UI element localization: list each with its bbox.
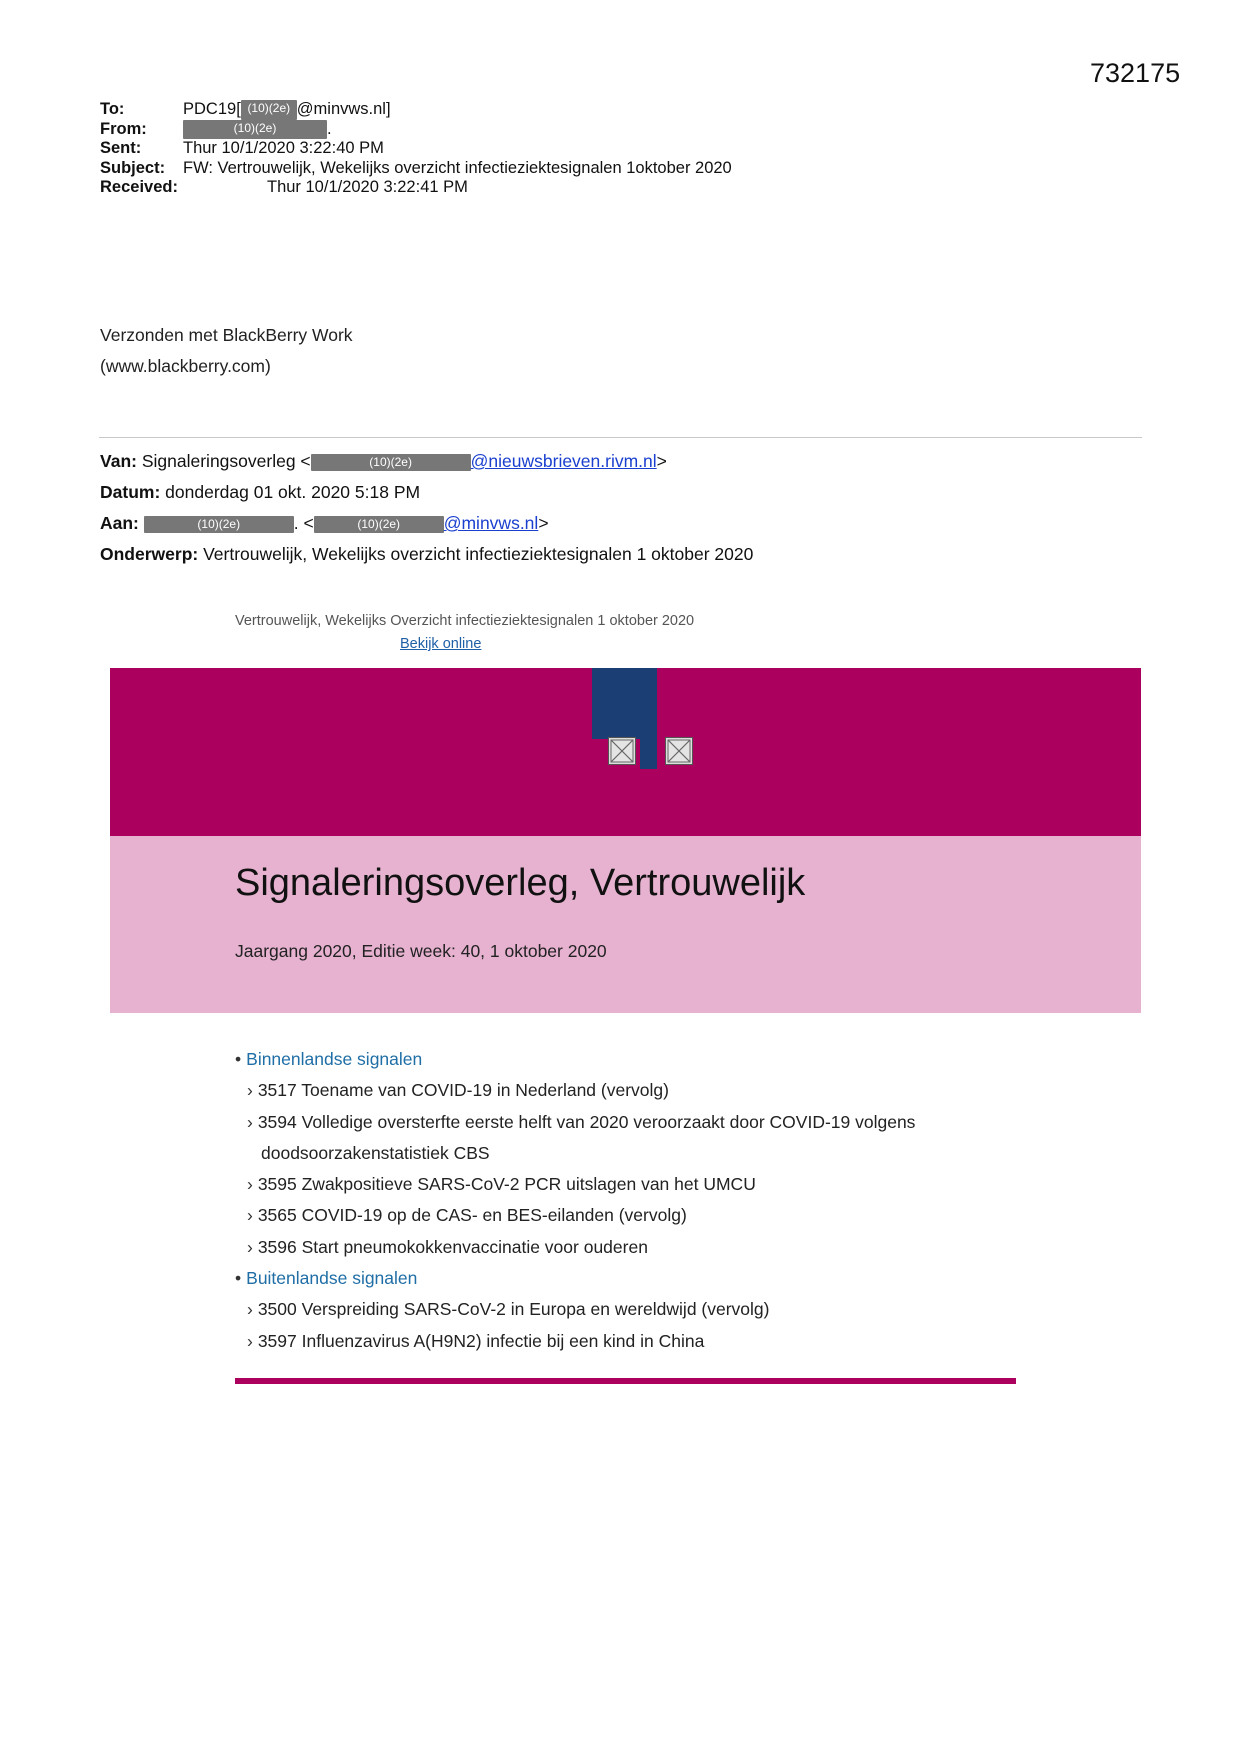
datum-value: donderdag 01 okt. 2020 5:18 PM [165,482,421,502]
van-close: > [656,451,667,471]
aan-close: > [538,513,549,533]
from-suffix: . [327,119,332,138]
to-prefix: PDC19[ [183,100,241,118]
subject-row [100,159,732,179]
logo-ribbon-tail [640,739,657,769]
van-label: Van: [100,451,137,471]
section-heading[interactable]: • Buitenlandse signalen [235,1268,418,1289]
logo-ribbon [592,668,657,739]
to-row [100,100,732,120]
datum-row [100,477,753,508]
list-item[interactable]: › 3517 Toename van COVID-19 in Nederland (vervolg) [247,1080,669,1101]
van-name: Signaleringsoverleg < [141,451,311,471]
to-label: To: [100,100,125,118]
preview-text: Vertrouwelijk, Wekelijks Overzicht infectieziektesignalen 1 oktober 2020 [235,613,695,629]
sent-row [100,139,732,159]
document-number: 732175 [1090,58,1181,88]
subject-label: Subject: [100,158,166,177]
edition-line: Jaargang 2020, Editie week: 40, 1 oktober 2020 [235,941,607,961]
signature [100,320,353,382]
footer-rule [235,1378,1016,1384]
list-item[interactable]: › 3597 Influenzavirus A(H9N2) infectie bij een kind in China [247,1330,705,1351]
received-label: Received: [100,178,178,196]
van-row [100,446,753,477]
van-email-link[interactable]: @nieuwsbrieven.rivm.nl [470,451,657,471]
redaction-box: (10)(2e) [144,516,294,533]
aan-email-link[interactable]: @minvws.nl [443,513,539,533]
received-row [100,178,732,198]
datum-label: Datum: [100,482,161,502]
list-item[interactable]: › 3596 Start pneumokokkenvaccinatie voor ouderen [247,1236,648,1257]
forwarded-header [100,446,753,570]
to-suffix: @minvws.nl] [296,100,391,118]
chevron-right-icon: › [247,1236,253,1257]
chevron-right-icon: › [247,1205,253,1226]
received-value: Thur 10/1/2020 3:22:41 PM [267,178,468,196]
list-item[interactable]: › 3595 Zwakpositieve SARS-CoV-2 PCR uitslagen van het UMCU [247,1174,756,1195]
aan-sep: . < [293,513,314,533]
onderwerp-row [100,539,753,570]
onderwerp-value: Vertrouwelijk, Wekelijks overzicht infectieziektesignalen 1 oktober 2020 [203,544,754,564]
broken-image-icon [665,737,693,765]
redaction-box: (10)(2e) [241,100,297,120]
from-row [100,120,732,140]
redaction-box: (10)(2e) [311,454,471,471]
chevron-right-icon: › [247,1080,253,1101]
section-heading[interactable]: • Binnenlandse signalen [235,1049,423,1069]
list-item[interactable]: › 3565 COVID-19 op de CAS- en BES-eilanden (vervolg) [247,1205,687,1226]
from-label: From: [100,119,147,138]
redaction-box: (10)(2e) [183,120,327,140]
signature-link: (www.blackberry.com) [100,356,271,376]
divider [99,437,1142,438]
sent-label: Sent: [100,139,142,157]
aan-label: Aan: [100,513,139,533]
chevron-right-icon: › [247,1174,253,1195]
chevron-right-icon: › [247,1330,253,1351]
list-item[interactable]: › 3594 Volledige oversterfte eerste helft van 2020 veroorzaakt door COVID-19 volgens [247,1111,916,1132]
table-of-contents [235,1044,915,1357]
broken-image-icon [608,737,636,765]
signature-line: Verzonden met BlackBerry Work [100,325,353,345]
sent-value: Thur 10/1/2020 3:22:40 PM [183,139,384,157]
newsletter-title: Signaleringsoverleg, Vertrouwelijk [235,862,806,904]
onderwerp-label: Onderwerp: [100,544,199,564]
list-item-continuation[interactable]: doodsoorzakenstatistiek CBS [261,1142,490,1163]
aan-row [100,508,753,539]
redaction-box: (10)(2e) [314,516,444,533]
subject-value: FW: Vertrouwelijk, Wekelijks overzicht infectieziektesignalen 1oktober 2020 [183,158,732,177]
chevron-right-icon: › [247,1111,253,1132]
bullet-icon: • [235,1049,242,1069]
email-header [100,100,732,198]
bullet-icon: • [235,1268,242,1289]
view-online-link[interactable]: Bekijk online [400,636,482,652]
list-item[interactable]: › 3500 Verspreiding SARS-CoV-2 in Europa en wereldwijd (vervolg) [247,1299,770,1320]
chevron-right-icon: › [247,1299,253,1320]
